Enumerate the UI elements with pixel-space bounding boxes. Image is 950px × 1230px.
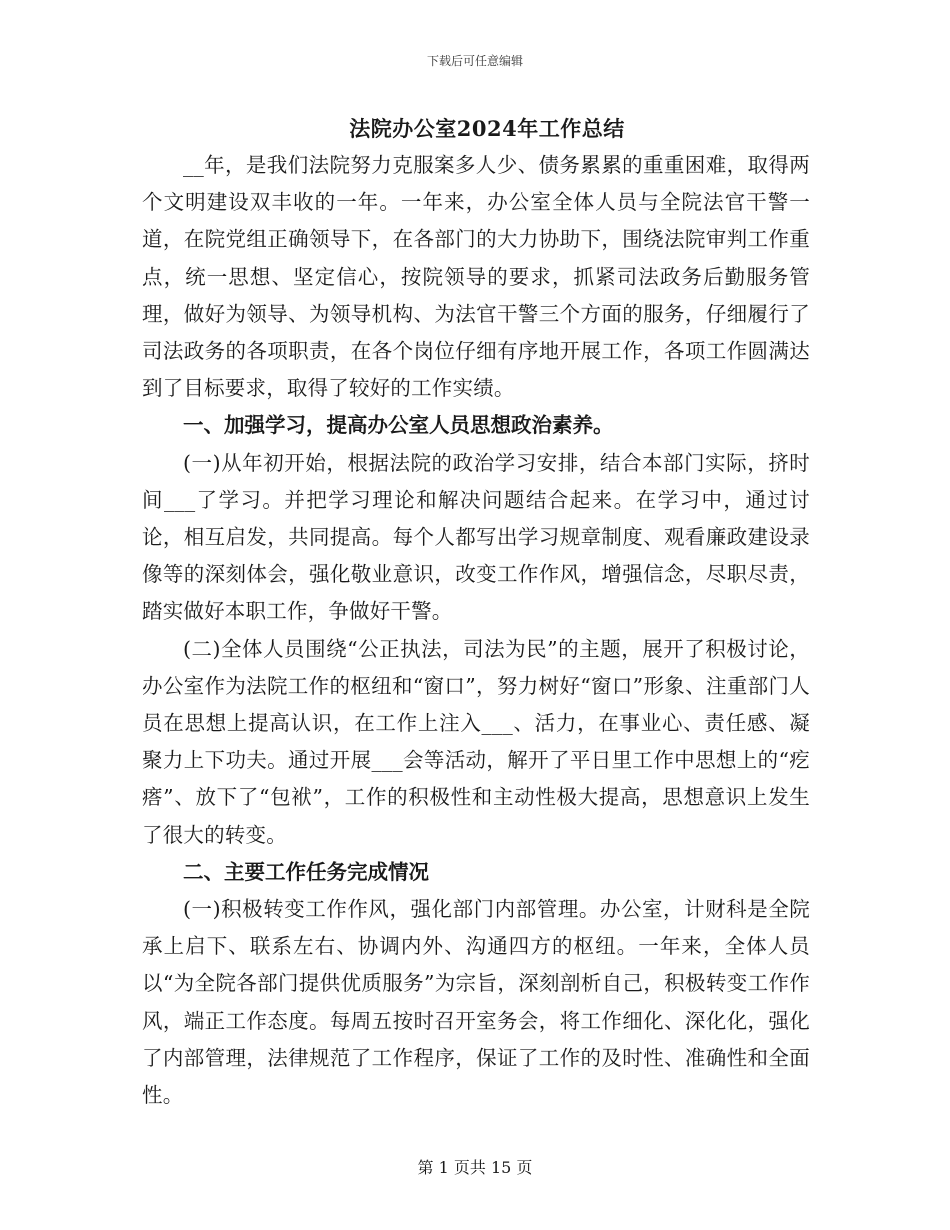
paragraph-study-2: (二)全体人员围绕“公正执法，司法为民”的主题，展开了积极讨论，办公室作为法院工作的枢纽和“窗口”，努力树好“窗口”形象、注重部门人员在思想上提高认识，在工作上注入___、活力，在事业心、责任感、凝聚力上下功夫。通过开展___会等活动，解开了平日里工作中思想上的“疙瘩”、放下了“包袱”，工作的积极性和主动性极大提高，思想意识上发生了很大的转变。 (142, 636, 810, 847)
section-heading-1: 一、加强学习，提高办公室人员思想政治素养。 (183, 413, 614, 438)
document-title: 法院办公室2024年工作总结 (349, 116, 625, 141)
page-footer: 第 1 页共 15 页 (417, 1158, 533, 1177)
header-note: 下载后可任意编辑 (426, 54, 523, 68)
paragraph-tasks-1: (一)积极转变工作作风，强化部门内部管理。办公室，计财科是全院承上启下、联系左右、协调内外、沟通四方的枢纽。一年来，全体人员以“为全院各部门提供优质服务”为宗旨，深刻剖析自己，积极转变工作作风，端正工作态度。每周五按时召开室务会，将工作细化、深化化，强化了内部管理，法律规范了工作程序，保证了工作的及时性、准确性和全面性。 (142, 897, 810, 1108)
section-heading-2: 二、主要工作任务完成情况 (183, 859, 429, 884)
paragraph-intro: __年，是我们法院努力克服案多人少、债务累累的重重困难，取得两个文明建设双丰收的一年。一年来，办公室全体人员与全院法官干警一道，在院党组正确领导下，在各部门的大力协助下，围绕法院审判工作重点，统一思想、坚定信心，按院领导的要求，抓紧司法政务后勤服务管理，做好为领导、为领导机构、为法官干警三个方面的服务，仔细履行了司法政务的各项职责，在各个岗位仔细有序地开展工作，各项工作圆满达到了目标要求，取得了较好的工作实绩。 (142, 153, 810, 401)
paragraph-study-1: (一)从年初开始，根据法院的政治学习安排，结合本部门实际，挤时间___了学习。并把学习理论和解决问题结合起来。在学习中，通过讨论，相互启发，共同提高。每个人都写出学习规章制度、观看廉政建设录像等的深刻体会，强化敬业意识，改变工作作风，增强信念，尽职尽责，踏实做好本职工作，争做好干警。 (142, 450, 810, 624)
document-body (142, 110, 810, 1114)
